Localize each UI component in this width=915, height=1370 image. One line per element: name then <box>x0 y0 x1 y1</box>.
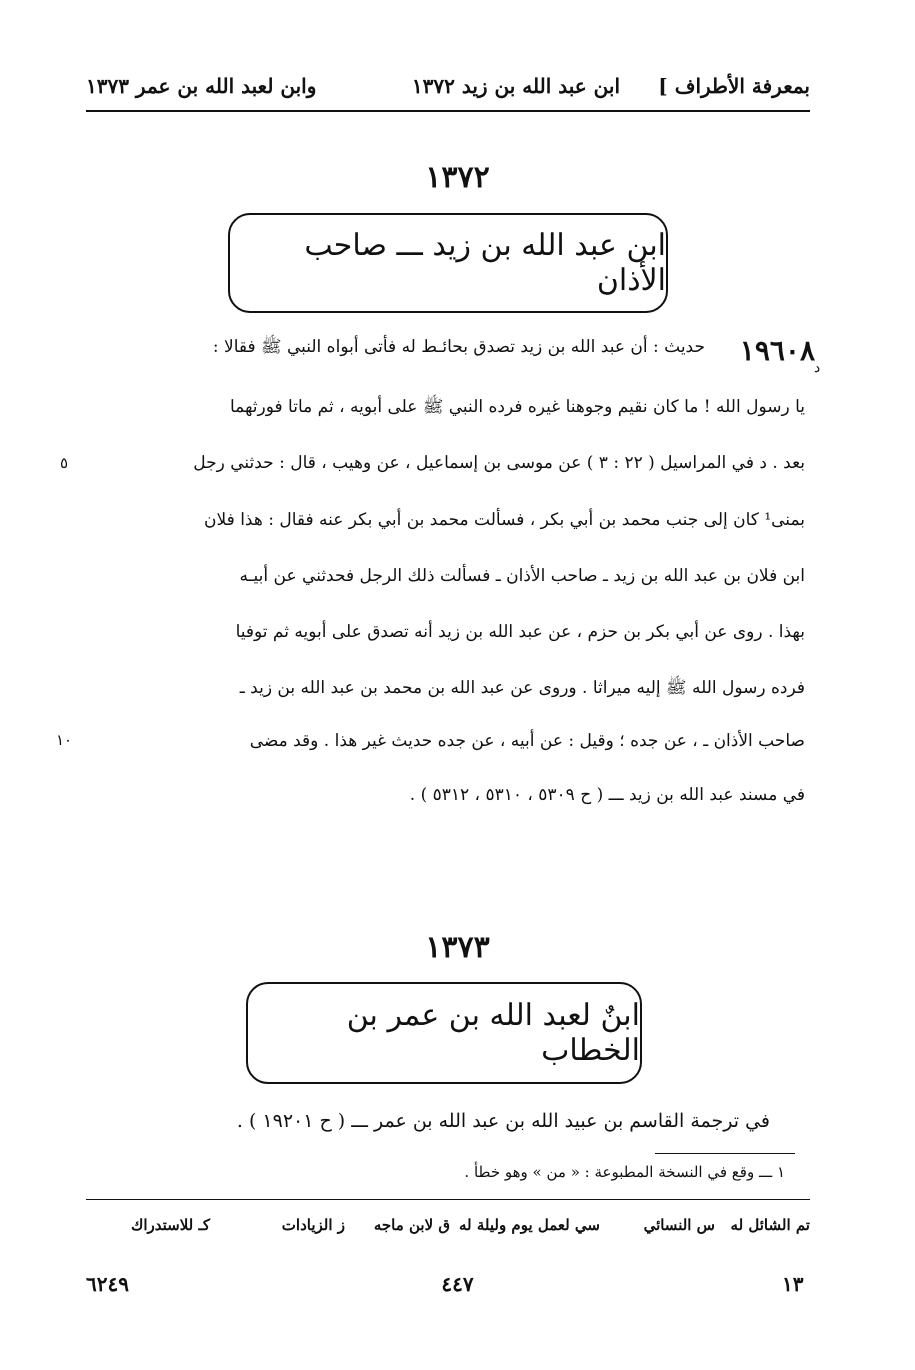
footnote: ١ ـــ وقع في النسخة المطبوعة : « من » وهو خطأ . <box>464 1163 785 1181</box>
section-number-1373: ١٣٧٣ <box>425 930 490 965</box>
body-line-5: ابن فلان بن عبد الله بن زيد ـ صاحب الأذان ـ فسألت ذلك الرجل فحدثني عن أبيـه <box>239 566 805 586</box>
footer-volume-number: ١٣ <box>782 1272 804 1296</box>
body-line-2: يا رسول الله ! ما كان نقيم وجوهنا غيره فرده النبي ﷺ على أبويه ، ثم ماتا فورثهما <box>229 397 805 417</box>
footer-sequence-number: ٦٢٤٩ <box>86 1272 129 1296</box>
siglum-item: ز الزيادات <box>281 1216 345 1234</box>
header-right-text: بمعرفة الأطراف ] <box>658 74 810 98</box>
line-number-10: ١٠ <box>56 731 73 749</box>
siglum-item: كـ للاستدراك <box>130 1216 210 1234</box>
siglum-item: ق لابن ماجه <box>373 1216 450 1234</box>
side-siglum: د <box>814 360 821 376</box>
footer-page-number: ٤٤٧ <box>441 1272 474 1296</box>
header-left-text: وابن لعبد الله بن عمر ١٣٧٣ <box>86 74 317 98</box>
siglum-item: سي لعمل يوم وليلة له <box>459 1216 600 1234</box>
running-header <box>86 66 810 112</box>
body-line-7: فرده رسول الله ﷺ إليه ميراثا . وروى عن عبد الله بن محمد بن عبد الله بن زيد ـ <box>239 678 805 698</box>
body-line-6: بهذا . روى عن أبي بكر بن حزم ، عن عبد الله بن زيد أنه تصدق على أبويه ثم توفيا <box>235 622 805 642</box>
footnote-separator <box>655 1153 795 1154</box>
body-line-8: صاحب الأذان ـ ، عن جده ؛ وقيل : عن أبيه ، عن جده حديث غير هذا . وقد مضى <box>249 731 805 751</box>
section-number-1372: ١٣٧٢ <box>425 160 490 195</box>
hadith-number: ١٩٦٠٨ <box>739 334 815 367</box>
sigla-legend <box>86 1216 810 1244</box>
body-line-4: بمنى¹ كان إلى جنب محمد بن أبي بكر ، فسألت محمد بن أبي بكر عنه فقال : هذا فلان <box>204 510 805 530</box>
body-line-9: في مسند عبد الله بن زيد ـــ ( ح ٥٣٠٩ ، ٥٣١٠ ، ٥٣١٢ ) . <box>409 785 805 805</box>
section-title-1373: ابنٌ لعبد الله بن عمر بن الخطاب <box>346 998 640 1068</box>
section-title-box-1372 <box>228 213 668 313</box>
header-middle-text: ابن عبد الله بن زيد ١٣٧٢ <box>411 74 620 98</box>
line-number-5: ٥ <box>60 454 69 472</box>
section2-line: في ترجمة القاسم بن عبيد الله بن عبد الله بن عمر ـــ ( ح ١٩٢٠١ ) . <box>236 1110 770 1132</box>
siglum-item: تم الشائل له <box>730 1216 810 1234</box>
body-line-1: حديث : أن عبد الله بن زيد تصدق بحائـط له فأتى أبواه النبي ﷺ فقالا : <box>212 337 705 357</box>
sigla-separator <box>86 1199 810 1200</box>
siglum-item: س النسائي <box>643 1216 715 1234</box>
section-title-1372: ابن عبد الله بن زيد ـــ صاحب الأذان <box>304 228 666 298</box>
body-line-3: بعد . د في المراسيل ( ٢٢ : ٣ ) عن موسى بن إسماعيل ، عن وهيب ، قال : حدثني رجل <box>193 453 805 473</box>
section-title-box-1373 <box>246 982 642 1084</box>
